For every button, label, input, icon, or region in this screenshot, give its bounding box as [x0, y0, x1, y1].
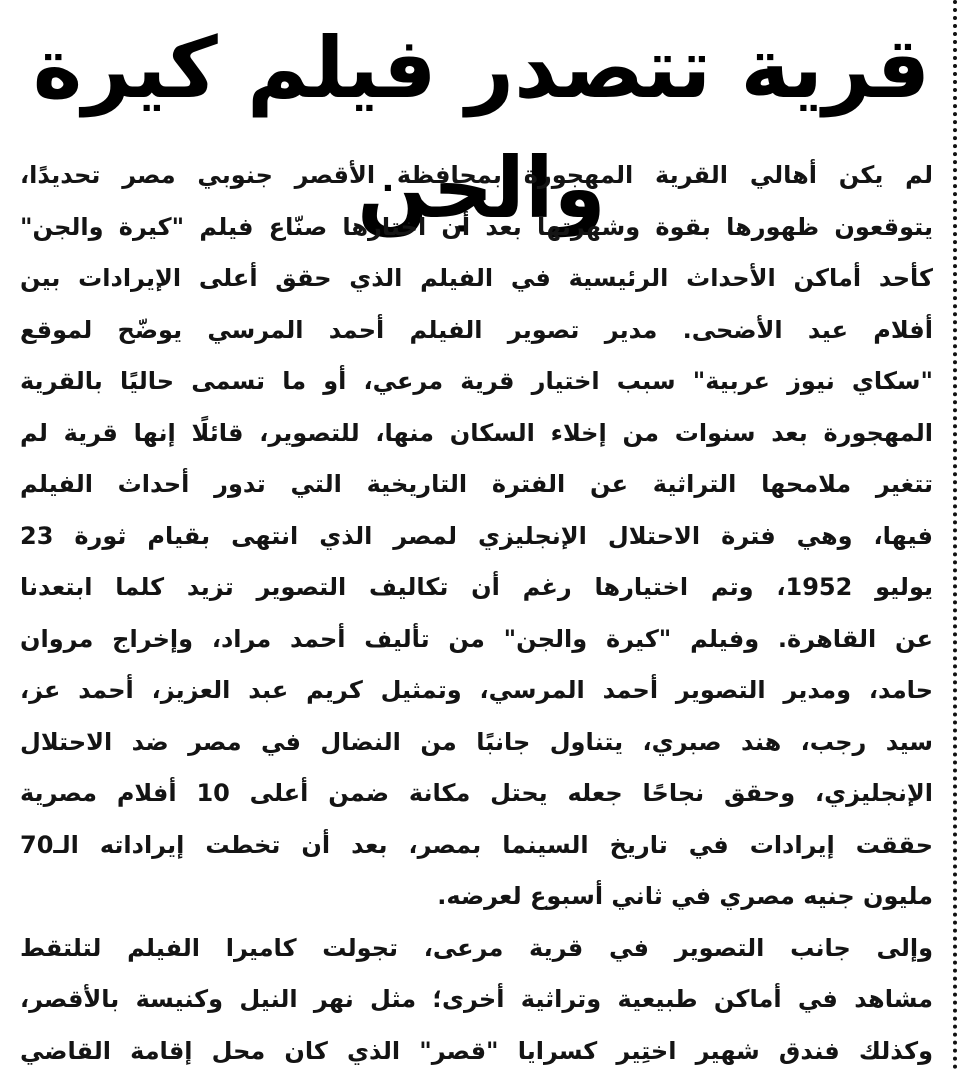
text-line: حققت إيرادات في تاريخ السينما بمصر، بعد أن تخطت إيراداته الـ70 [20, 820, 933, 872]
text-line: كأحد أماكن الأحداث الرئيسية في الفيلم الذي حقق أعلى الإيرادات بين [20, 253, 933, 305]
text-line: أفلام عيد الأضحى. مدير تصوير الفيلم أحمد المرسي يوضّح لموقع [20, 305, 933, 357]
text-line: سيد رجب، هند صبري، يتناول جانبًا من النضال في مصر ضد الاحتلال [20, 717, 933, 769]
text-line: "سكاي نيوز عربية" سبب اختيار قرية مرعي، أو ما تسمى حاليًا بالقرية [20, 356, 933, 408]
paragraph-2 [20, 923, 933, 1077]
text-line: يوليو 1952، وتم اختيارها رغم أن تكاليف التصوير تزيد كلما ابتعدنا [20, 562, 933, 614]
headline: قرية تتصدر فيلم كيرة والجن [30, 8, 933, 248]
text-line: وإلى جانب التصوير في قرية مرعى، تجولت كاميرا الفيلم لتلتقط [20, 923, 933, 975]
page-edge-rule [953, 0, 963, 1070]
paragraph-1 [20, 150, 933, 923]
text-line: فيها، وهي فترة الاحتلال الإنجليزي لمصر الذي انتهى بقيام ثورة 23 [20, 511, 933, 563]
text-line: وكذلك فندق شهير اختِير كسرايا "قصر" الذي كان محل إقامة القاضي [20, 1026, 933, 1077]
text-line: مشاهد في أماكن طبيعية وتراثية أخرى؛ مثل نهر النيل وكنيسة بالأقصر، [20, 974, 933, 1026]
text-line: يتوقعون ظهورها بقوة وشهرتها بعد أن اختارها صنّاع فيلم "كيرة والجن" [20, 202, 933, 254]
text-line: المهجورة بعد سنوات من إخلاء السكان منها، للتصوير، قائلًا إنها قرية لم [20, 408, 933, 460]
text-line: حامد، ومدير التصوير أحمد المرسي، وتمثيل كريم عبد العزيز، أحمد عز، [20, 665, 933, 717]
text-line: لم يكن أهالي القرية المهجورة بمحافظة الأقصر جنوبي مصر تحديدًا، [20, 150, 933, 202]
text-line: مليون جنيه مصري في ثاني أسبوع لعرضه. [20, 871, 933, 923]
text-line: الإنجليزي، وحقق نجاحًا جعله يحتل مكانة ضمن أعلى 10 أفلام مصرية [20, 768, 933, 820]
text-line: تتغير ملامحها التراثية عن الفترة التاريخية التي تدور أحداث الفيلم [20, 459, 933, 511]
article-body [20, 150, 933, 1077]
text-line: عن القاهرة. وفيلم "كيرة والجن" من تأليف أحمد مراد، وإخراج مروان [20, 614, 933, 666]
